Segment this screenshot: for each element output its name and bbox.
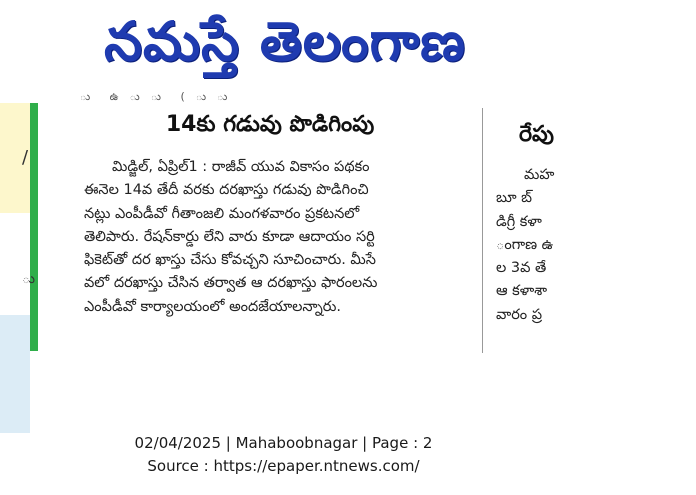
article-line: ఎంపీడీవో కార్యాలయంలో అందజేయాలన్నారు. bbox=[84, 298, 342, 315]
right-neighbor-column bbox=[482, 108, 567, 353]
article-line: తెలిపారు. రేషన్‌కార్డు లేని వారు కూడా ఆదాయం సర్టి bbox=[84, 228, 375, 245]
article-line: ఫికెట్‌తో దర ఖాస్తు చేసు కోవచ్చని సూచించారు. మీసే bbox=[84, 252, 376, 269]
right-article-headline: రేపు bbox=[519, 122, 555, 147]
footer-source-link[interactable]: Source : https://epaper.ntnews.com/ bbox=[147, 457, 420, 475]
newspaper-masthead: నమస్తే తెలంగాణ bbox=[104, 10, 466, 73]
right-article-line: బూ బ్ bbox=[496, 190, 533, 207]
left-neighbor-column bbox=[0, 103, 38, 351]
article-headline: 14కు గడువు పొడిగింపు bbox=[165, 112, 375, 137]
article-line: నట్లు ఎంపీడీవో గీతాంజలి మంగళవారం ప్రకటనలో bbox=[84, 205, 360, 222]
right-article-body bbox=[496, 164, 696, 327]
column-divider bbox=[482, 108, 483, 353]
footer-date-edition-page: 02/04/2025 | Mahaboobnagar | Page : 2 bbox=[134, 434, 433, 452]
right-article-line: ఆ కళాశా bbox=[496, 283, 548, 300]
article-body bbox=[84, 156, 444, 319]
news-article bbox=[70, 90, 470, 364]
article-line: వలో దరఖాస్తు చేసిన తర్వాత ఆ దరఖాస్తు ఫారంలను bbox=[84, 275, 378, 292]
right-article-line: డిగ్రీ కళా bbox=[496, 213, 542, 230]
left-fragment-bottom: ు bbox=[22, 271, 35, 287]
cut-off-text-line: ు ఉ ు ు ( ు ు bbox=[80, 90, 236, 103]
right-article-line: మహ bbox=[524, 167, 555, 183]
article-line: మిడ్జిల్, ఏప్రిల్1 : రాజీవ్ యువ వికాసం పథకం bbox=[112, 159, 370, 175]
right-article-line: ంగాణ ఉ bbox=[496, 236, 554, 253]
article-line: ఈనెల 14వ తేదీ వరకు దరఖాస్తు గడువు పొడిగించి bbox=[84, 182, 369, 199]
left-green-bar bbox=[30, 103, 38, 351]
left-fragment-top: / bbox=[22, 147, 29, 168]
right-article-line: ల 3వ తే bbox=[496, 260, 547, 277]
left-blue-box bbox=[0, 315, 30, 433]
right-article-line: వారం ప్ర bbox=[496, 306, 543, 323]
